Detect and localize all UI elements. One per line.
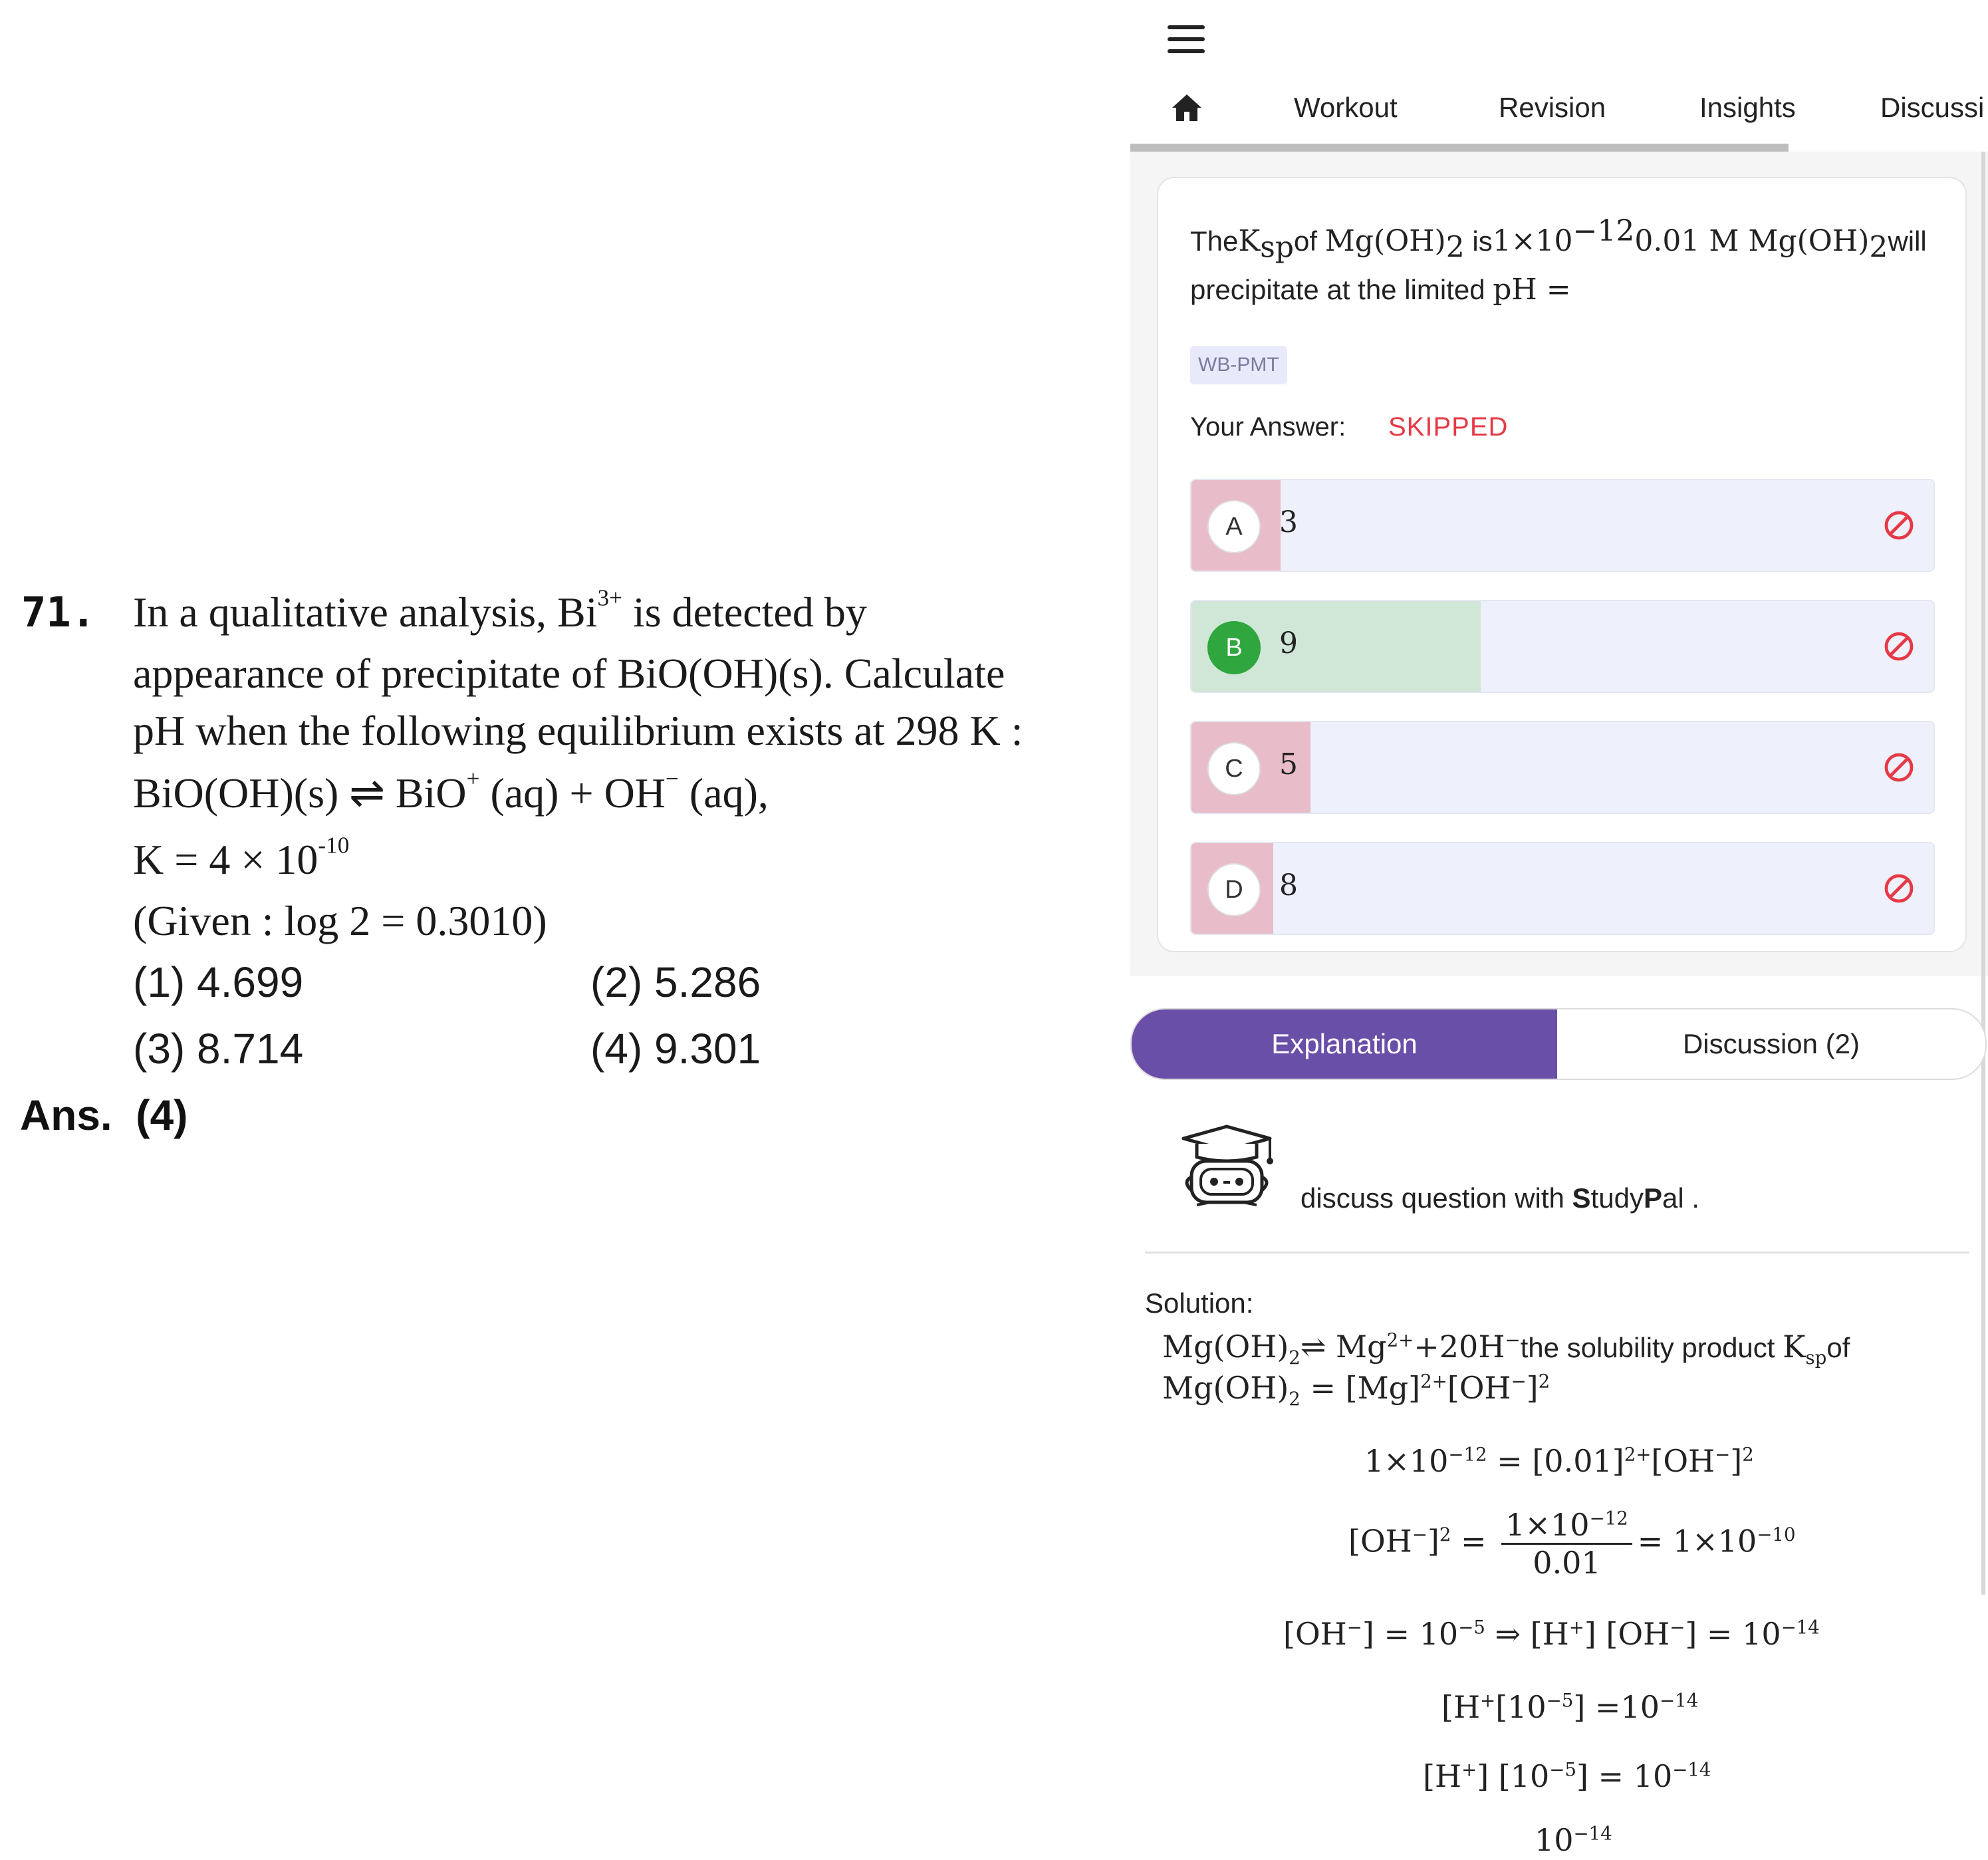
option-d-letter: D bbox=[1207, 863, 1261, 916]
explanation-tab-bar bbox=[1130, 1008, 1987, 1080]
tab-revision[interactable]: Revision bbox=[1499, 92, 1606, 123]
tab-discussion[interactable]: Discussi bbox=[1880, 92, 1985, 123]
question-option-3: (3) 8.714 bbox=[133, 1025, 304, 1073]
option-d-value: 8 bbox=[1279, 868, 1298, 902]
option-d[interactable] bbox=[1190, 842, 1935, 935]
studypal-robot-icon[interactable] bbox=[1170, 1124, 1283, 1210]
wrong-icon bbox=[1883, 509, 1915, 541]
scrollbar[interactable] bbox=[1981, 152, 1985, 1595]
question-card bbox=[1157, 177, 1967, 952]
option-a-value: 3 bbox=[1279, 505, 1298, 539]
solution-label: Solution: bbox=[1145, 1287, 1254, 1319]
hamburger-menu-icon[interactable] bbox=[1168, 25, 1205, 55]
question-given: (Given : log 2 = 0.3010) bbox=[133, 897, 547, 944]
question-equilibrium: BiO(OH)(s) ⇌ BiO+ (aq) + OH− (aq), bbox=[133, 765, 769, 817]
tab-explanation[interactable]: Explanation bbox=[1132, 1009, 1557, 1079]
wrong-icon bbox=[1883, 630, 1915, 662]
tab-discussion-count[interactable]: Discussion (2) bbox=[1682, 1028, 1860, 1059]
studypal-link[interactable]: discuss question with StudyPal . bbox=[1301, 1182, 1700, 1214]
answer-line: Ans. (4) bbox=[20, 1091, 188, 1139]
option-c-letter: C bbox=[1207, 742, 1261, 795]
wrong-icon bbox=[1883, 751, 1915, 783]
solution-eq-4: [$H^+[10^{-5}] =10^{-14}$ bbox=[1441, 1689, 1699, 1725]
option-c-value: 5 bbox=[1279, 747, 1298, 781]
answer-status: SKIPPED bbox=[1388, 412, 1509, 442]
option-a[interactable] bbox=[1190, 479, 1935, 572]
solution-eq-2: $[OH^-]^2$ = $\frac{1\times 10^{-12}}{0.01}$ = $1\times 10^{-10}$ bbox=[1348, 1507, 1796, 1581]
option-b-value: 9 bbox=[1279, 626, 1298, 660]
section-divider bbox=[1145, 1252, 1969, 1254]
question-number: 71. bbox=[21, 588, 96, 636]
solution-eq-1: $1\times 10^{-12} = [0.01]^{2+}[OH^-]^2$ bbox=[1364, 1443, 1754, 1479]
solution-eq-5: [H+] $[10^{-5}] = 10^{-14}$ bbox=[1423, 1758, 1711, 1794]
option-b[interactable] bbox=[1190, 600, 1935, 693]
question-option-2: (2) 5.286 bbox=[590, 958, 761, 1006]
question-text: TheK$_{sp}$of $Mg(OH)_2$ $is1\times 10^{-12}0.01$ M $Mg(OH)_2will$ precipitate at the limited pH = bbox=[1190, 214, 1927, 307]
your-answer-label: Your Answer: bbox=[1190, 412, 1346, 442]
option-c[interactable] bbox=[1190, 721, 1935, 814]
app-panel bbox=[1130, 0, 1988, 1860]
question-option-1: (1) 4.699 bbox=[133, 958, 304, 1006]
solution-line-1: $Mg(OH)_2\rightleftharpoons$ $Mg^{2+}+20H^-the$ solubility product $K_{sp}of$ bbox=[1162, 1329, 1850, 1369]
question-line-2: appearance of precipitate of BiO(OH)(s). Calculate bbox=[133, 650, 1005, 697]
home-icon[interactable] bbox=[1170, 93, 1203, 122]
solution-eq-6-partial: $10^{-14}$ bbox=[1535, 1822, 1612, 1858]
question-option-4: (4) 9.301 bbox=[590, 1025, 761, 1073]
exam-tag: WB-PMT bbox=[1190, 346, 1287, 384]
solution-eq-3: $[OH^-] = 10^{-5}$ ⇒ [H+] $[OH^-] = 10^{-14}$ bbox=[1283, 1616, 1820, 1652]
tab-workout[interactable]: Workout bbox=[1294, 92, 1398, 123]
wrong-icon bbox=[1883, 872, 1915, 904]
question-line-1-text: In a qualitative analysis, $Bi^{3+}$ is detected by bbox=[133, 585, 867, 636]
question-line-1 bbox=[133, 585, 1051, 637]
option-b-letter: B bbox=[1207, 621, 1261, 674]
nav-active-indicator bbox=[1130, 144, 1789, 152]
question-k-value: $K = 4 \times 10^{-10}$ bbox=[133, 832, 350, 883]
question-line-3: pH when the following equilibrium exists at 298 K : bbox=[133, 707, 1023, 754]
option-a-letter: A bbox=[1207, 500, 1261, 553]
tab-insights[interactable]: Insights bbox=[1699, 92, 1796, 123]
solution-line-2: $Mg(OH)_2 = [Mg]^{2+}[OH^-]^2$ bbox=[1162, 1370, 1551, 1410]
